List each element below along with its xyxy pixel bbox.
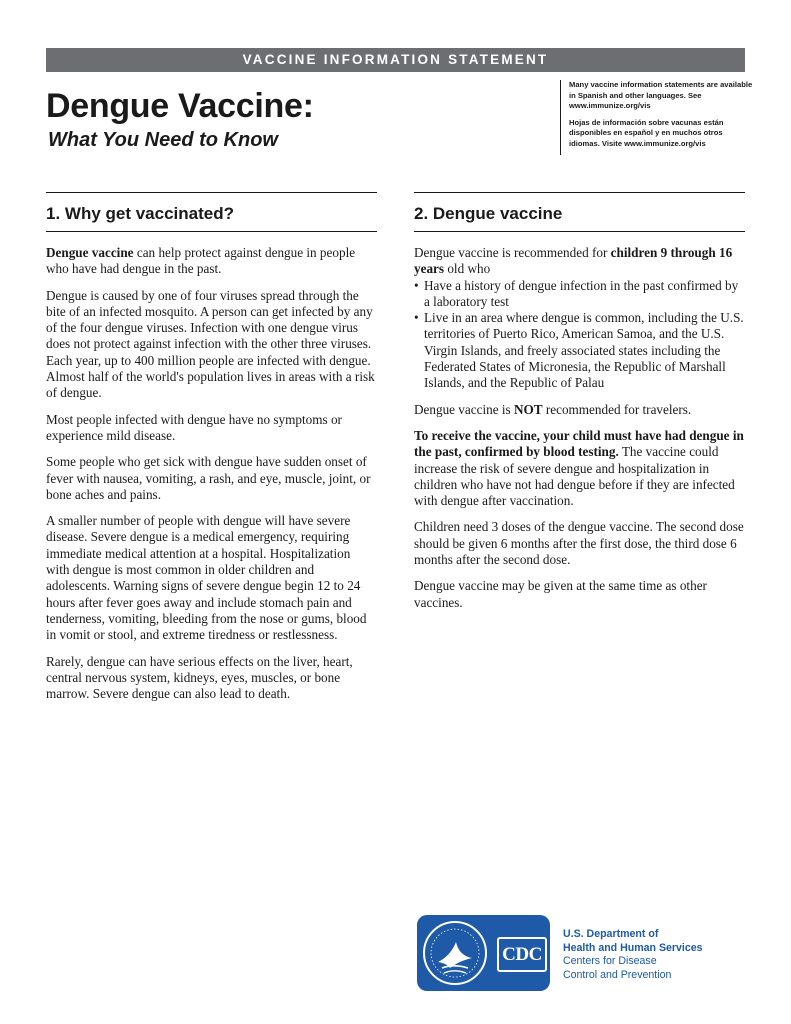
agency-line: Centers for Disease <box>563 955 657 967</box>
bullet-icon: • <box>414 310 419 326</box>
paragraph: Most people infected with dengue have no symptoms or experience mild disease. <box>46 411 342 443</box>
paragraph <box>414 428 745 509</box>
list-item-text: Have a history of dengue infection in the past confirmed by a laboratory test <box>424 277 739 309</box>
section-heading: 2. Dengue vaccine <box>414 204 745 232</box>
bullet-icon: • <box>414 277 419 293</box>
bold-statement: To receive the vaccine, your child must have had dengue in the past, confirmed by blood testing. <box>414 427 744 460</box>
agency-name <box>563 928 703 982</box>
section-why-get-vaccinated <box>46 192 377 712</box>
paragraph-text: recommended for travelers. <box>542 401 692 417</box>
paragraph-text: old who <box>444 261 491 277</box>
cdc-logo-text: CDC <box>497 937 547 972</box>
bold-term: NOT <box>513 401 543 417</box>
language-note-spanish: Hojas de información sobre vacunas están disponibles en español y en muchos otros idiomas. Visite www.immunize.org/vis <box>569 117 724 148</box>
section-body <box>46 245 377 702</box>
language-availability-note <box>560 80 754 155</box>
language-note-english: Many vaccine information statements are available in Spanish and other languages. See www.immunize.org/vis <box>569 80 753 110</box>
paragraph-text: can help protect against dengue in people who have had dengue in the past. <box>46 245 356 277</box>
section-dengue-vaccine <box>414 192 745 621</box>
list-item <box>414 310 745 391</box>
paragraph: Rarely, dengue can have serious effects on the liver, heart, central nervous system, kidneys, eyes, muscles, or bone marrow. Severe dengue can also lead to death. <box>46 653 353 702</box>
document-subtitle: What You Need to Know <box>48 129 278 151</box>
section-body <box>414 245 745 611</box>
paragraph <box>414 245 745 278</box>
bold-term: children 9 through 16 years <box>414 245 733 277</box>
paragraph: A smaller number of people with dengue will have severe disease. Severe dengue is a medical emergency, requiring immediate medical attention at a hospital. Hospitalization with dengue is most common in older children and adolescents. Warning signs of severe dengue begin 12 to 24 hours after fever goes away and include stomach pain and tenderness, vomiting, bleeding from the nose or gums, blood in vomit or stool, and extreme tiredness or restlessness. <box>46 513 367 643</box>
paragraph: Dengue is caused by one of four viruses spread through the bite of an infected mosquito. A person can get infected by any of the four dengue viruses. Infection with one dengue virus does not protect against infection with the other three viruses. Each year, up to 400 million people are infected with dengue. Almost half of the world's population lives in areas with a risk of dengue. <box>46 287 375 401</box>
hhs-eagle-seal-icon <box>420 918 490 988</box>
list-item <box>414 278 745 311</box>
paragraph-text: Dengue vaccine is recommended for <box>414 245 611 260</box>
section-heading: 1. Why get vaccinated? <box>46 204 377 232</box>
paragraph: Children need 3 doses of the dengue vaccine. The second dose should be given 6 months after the first dose, the third dose 6 months after the second dose. <box>414 519 744 568</box>
document-type-banner: VACCINE INFORMATION STATEMENT <box>46 48 745 72</box>
document-title: Dengue Vaccine: <box>46 87 314 125</box>
eligibility-list <box>414 278 745 392</box>
list-item-text: Live in an area where dengue is common, including the U.S. territories of Puerto Rico, American Samoa, and the U.S. Virgin Islands, and freely associated states including the Federated States of Micronesia, the Republic of Marshall Islands, and the Republic of Palau <box>424 310 744 391</box>
agency-line: Control and Prevention <box>563 968 672 981</box>
paragraph: Dengue vaccine may be given at the same time as other vaccines. <box>414 578 707 610</box>
agency-line: Health and Human Services <box>563 941 703 954</box>
paragraph <box>414 402 745 418</box>
paragraph: Some people who get sick with dengue have sudden onset of fever with nausea, vomiting, a rash, and eye, muscle, joint, or bone aches and pains. <box>46 454 371 502</box>
paragraph-text: The vaccine could increase the risk of severe dengue and hospitalization in children who have not had dengue before if they are infected with dengue after vaccination. <box>414 444 735 509</box>
agency-line: U.S. Department of <box>563 928 659 940</box>
hhs-cdc-logo <box>417 915 550 991</box>
paragraph-text: Dengue vaccine is <box>414 401 514 417</box>
bold-term: Dengue vaccine <box>46 245 134 260</box>
paragraph <box>46 245 377 278</box>
